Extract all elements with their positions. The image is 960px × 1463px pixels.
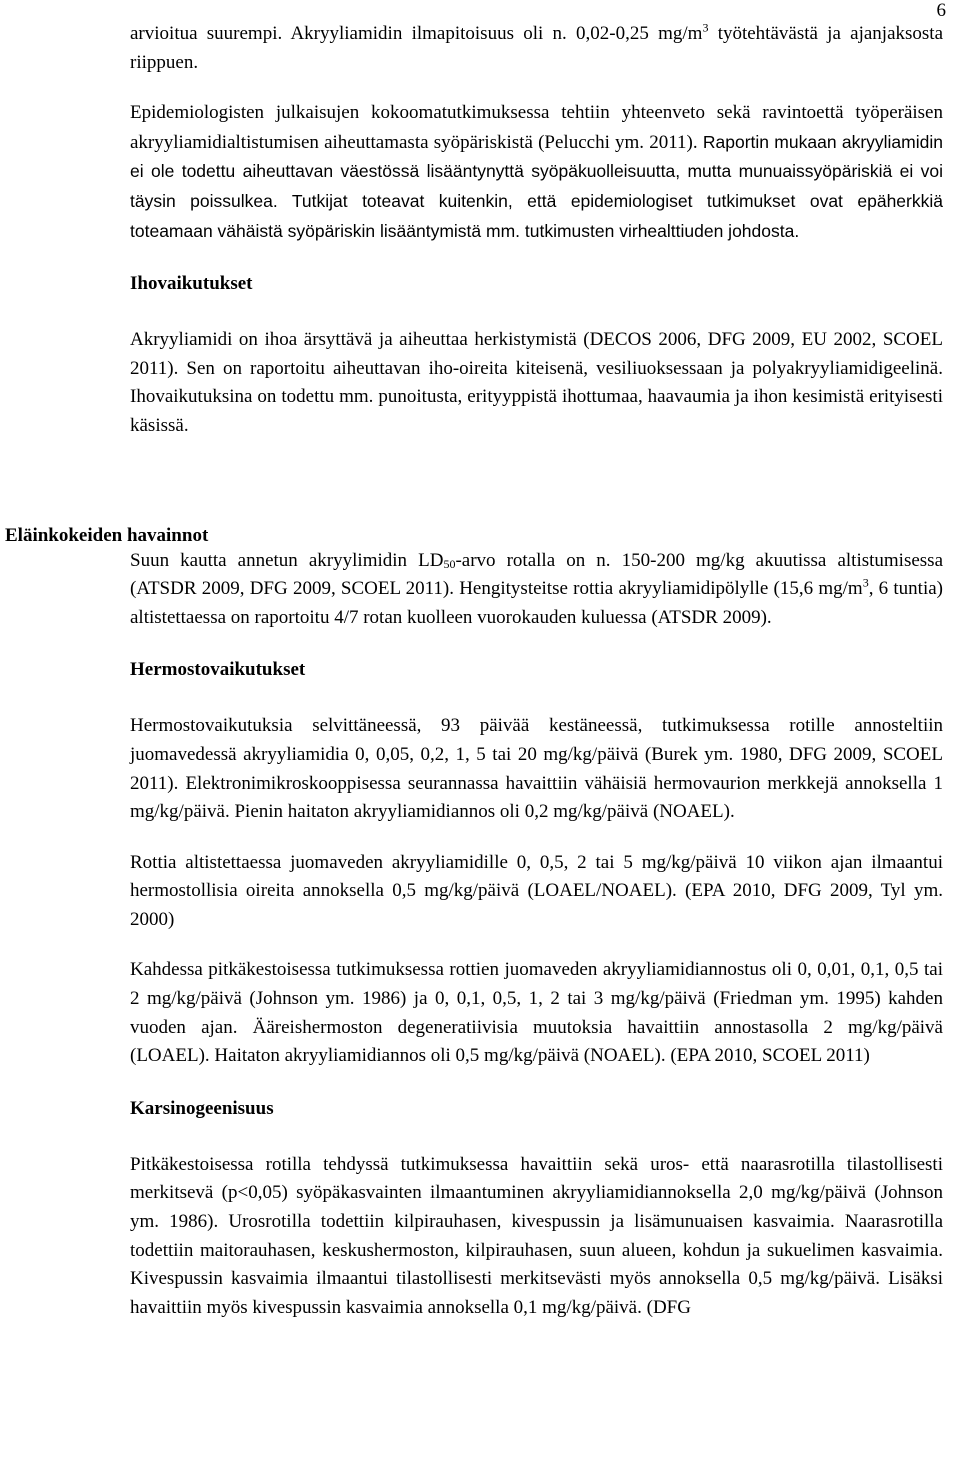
intro-text-end: työtehtävästä ja ajanjaksosta riippuen. [130,23,943,73]
animal-text: Suun kautta annetun akryylimidin LD [130,549,444,571]
carcinogenicity-paragraph: Pitkäkestoisessa rotilla tehdyssä tutkimuksessa havaittiin sekä uros- että naarasrotilla tilastollisesti merkitsevä (p<0,05) syöpäkasvainten ilmaantuminen akryyliamidiannoksella 2,0 mg/kg/päivä (Johnson ym. 1986). Urosrotilla todettiin kilpirauhasen, kivespussin ja lisämunuaisen kasvaimia. Naarasrotilla todettiin maitorauhasen, keskushermoston, kilpirauhasen, suun alueen, kohdun ja sukuelimen kasvaimia. Kivespussin kasvaimia ilmaantui tilastollisesti merkitsevästi myös annoksella 0,5 mg/kg/päivä. Lisäksi havaittiin myös kivespussin kasvaimia annoksella 0,1 mg/kg/päivä. (DFG [130,1153,943,1318]
epidemiology-paragraph [130,99,943,246]
skin-effects-heading: Ihovaikutukset [130,273,253,295]
animal-text-end: , 6 tuntia) altistettaessa on raportoitu 4/7 rotan kuolleen vuorokauden kuluessa (ATSDR 2009). [130,578,943,628]
intro-paragraph [130,20,943,77]
epidemiology-text-sans: Raportin mukaan akryyliamidin ei ole todettu aiheuttavan väestössä lisääntynyttä syöpäkuolleisuutta, mutta munuaissyöpäriskiä ei voi täysin poissulkea. Tutkijat toteavat kuitenkin, että epidemiologiset tutkimukset ovat epäherkkiä toteamaan vähäistä syöpäriskin lisääntymistä mm. tutkimusten virhealttiuden johdosta. [130,131,943,241]
animal-paragraph [130,547,943,633]
neuro-paragraph-1: Hermostovaikutuksia selvittäneessä, 93 päivää kestäneessä, tutkimuksessa rotille annosteltiin juomavedessä akryyliamidia 0, 0,05, 0,2, 1, 5 tai 20 mg/kg/päivä (Burek ym. 1980, DFG 2009, SCOEL 2011). Elektronimikroskooppisessa seurannassa havaittiin vähäisiä hermovaurion merkkejä annoksella 1 mg/kg/päivä. Pienin haitaton akryyliamidiannos oli 0,2 mg/kg/päivä (NOAEL). [130,715,943,823]
neuro-paragraph-3: Kahdessa pitkäkestoisessa tutkimuksessa rottien juomaveden akryyliamidiannostus oli 0, 0,01, 0,1, 0,5 tai 2 mg/kg/päivä (Johnson ym. 1986) ja 0, 0,1, 0,5, 1, 2 tai 3 mg/kg/päivä (Friedman ym. 1995) kahden vuoden ajan. Ääreishermoston degeneratiivisia muutoksia havaittiin annostasolla 2 mg/kg/päivä (LOAEL). Haitaton akryyliamidiannos oli 0,5 mg/kg/päivä (NOAEL). (EPA 2010, SCOEL 2011) [130,959,943,1067]
page-number: 6 [936,0,946,21]
neuro-paragraph-2: Rottia altistettaessa juomaveden akryyliamidille 0, 0,5, 2 tai 5 mg/kg/päivä 10 viikon ajan ilmaantui hermostollisia oireita annoksella 0,5 mg/kg/päivä (LOAEL/NOAEL). (EPA 2010, DFG 2009, Tyl ym. 2000) [130,851,943,930]
subscript: 50 [443,556,456,571]
epidemiology-text: Epidemiologisten julkaisujen kokoomatutkimuksessa tehtiin yhteenveto sekä ravintoettä työperäisen akryyliamidialtistumisen aiheuttamasta syöpäriskistä (Pelucchi ym. 2011). [130,102,943,153]
neuro-effects-heading: Hermostovaikutukset [130,659,306,681]
document-body [130,20,943,1322]
animal-text-mid: -arvo rotalla on n. 150-200 mg/kg akuutissa altistumisessa (ATSDR 2009, DFG 2009, SCOEL 2011). Hengitysteitse rottia akryyliamidipölylle (15,6 mg/m [130,549,943,600]
carcinogenicity-heading: Karsinogeenisuus [130,1097,274,1119]
superscript: 3 [862,575,869,590]
animal-studies-heading: Eläinkokeiden havainnot [5,525,209,546]
intro-text: arvioitua suurempi. Akryyliamidin ilmapitoisuus oli n. 0,02-0,25 mg/m [130,23,703,44]
superscript: 3 [702,20,709,35]
skin-effects-paragraph: Akryyliamidi on ihoa ärsyttävä ja aiheuttaa herkistymistä (DECOS 2006, DFG 2009, EU 2002, SCOEL 2011). Sen on raportoitu aiheuttavan iho-oireita kiteisenä, vesiliuoksessaan ja polyakryyliamidigeelinä. Ihovaikutuksina on todettu mm. punoitusta, erityyppistä ihottumaa, haavaumia ja ihon kesimistä erityisesti käsissä. [130,329,943,436]
